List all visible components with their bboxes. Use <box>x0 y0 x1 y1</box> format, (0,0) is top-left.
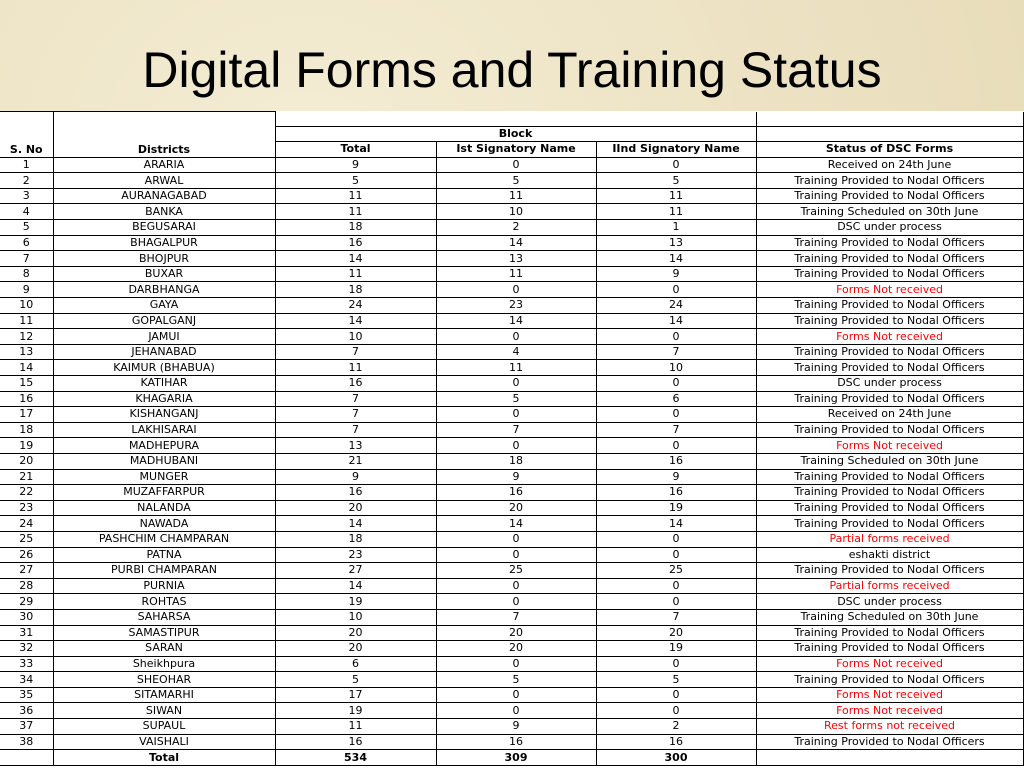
row-second-signatory: 6 <box>596 391 756 407</box>
table-row <box>0 344 1023 360</box>
row-total: 23 <box>275 547 436 563</box>
row-sno: 38 <box>0 734 53 750</box>
table-row <box>0 719 1023 735</box>
row-district: AURANAGABAD <box>53 188 275 204</box>
row-sno: 27 <box>0 563 53 579</box>
row-status: Training Provided to Nodal Officers <box>756 625 1023 641</box>
row-second-signatory: 5 <box>596 173 756 189</box>
block-header: Block <box>275 126 756 142</box>
row-total: 11 <box>275 204 436 220</box>
row-total: 5 <box>275 672 436 688</box>
row-first-signatory: 0 <box>436 438 596 454</box>
row-status: DSC under process <box>756 594 1023 610</box>
row-second-signatory: 11 <box>596 204 756 220</box>
row-district: SHEOHAR <box>53 672 275 688</box>
row-sno: 13 <box>0 344 53 360</box>
table-row <box>0 609 1023 625</box>
row-total: 19 <box>275 594 436 610</box>
row-total: 7 <box>275 344 436 360</box>
row-second-signatory: 0 <box>596 157 756 173</box>
row-status: Training Provided to Nodal Officers <box>756 422 1023 438</box>
page-title: Digital Forms and Training Status <box>142 42 882 98</box>
row-first-signatory: 23 <box>436 298 596 314</box>
row-sno: 23 <box>0 500 53 516</box>
row-sno: 25 <box>0 531 53 547</box>
row-district: NALANDA <box>53 500 275 516</box>
row-sno: 36 <box>0 703 53 719</box>
table-row <box>0 563 1023 579</box>
table-row <box>0 157 1023 173</box>
row-total: 16 <box>275 485 436 501</box>
row-first-signatory: 14 <box>436 516 596 532</box>
row-district: SARAN <box>53 641 275 657</box>
row-status: Training Provided to Nodal Officers <box>756 298 1023 314</box>
row-district: PURBI CHAMPARAN <box>53 563 275 579</box>
table-row <box>0 376 1023 392</box>
row-sno: 21 <box>0 469 53 485</box>
row-sno: 4 <box>0 204 53 220</box>
row-sno: 7 <box>0 251 53 267</box>
table-row <box>0 422 1023 438</box>
row-second-signatory: 19 <box>596 500 756 516</box>
row-second-signatory: 7 <box>596 609 756 625</box>
row-status: Forms Not received <box>756 703 1023 719</box>
table-row <box>0 204 1023 220</box>
row-district: SUPAUL <box>53 719 275 735</box>
row-sno: 26 <box>0 547 53 563</box>
row-status: Training Provided to Nodal Officers <box>756 360 1023 376</box>
row-total: 16 <box>275 376 436 392</box>
row-status: Forms Not received <box>756 329 1023 345</box>
row-total: 18 <box>275 282 436 298</box>
table-row <box>0 734 1023 750</box>
row-district: KISHANGANJ <box>53 407 275 423</box>
row-status: Training Provided to Nodal Officers <box>756 251 1023 267</box>
row-sno: 22 <box>0 485 53 501</box>
row-total: 11 <box>275 188 436 204</box>
row-total: 19 <box>275 703 436 719</box>
row-district: LAKHISARAI <box>53 422 275 438</box>
row-first-signatory: 20 <box>436 500 596 516</box>
row-total: 7 <box>275 407 436 423</box>
row-sno: 34 <box>0 672 53 688</box>
row-sno: 19 <box>0 438 53 454</box>
row-district: BHOJPUR <box>53 251 275 267</box>
row-status: Training Scheduled on 30th June <box>756 609 1023 625</box>
row-first-signatory: 9 <box>436 469 596 485</box>
row-first-signatory: 13 <box>436 251 596 267</box>
table-row <box>0 438 1023 454</box>
row-total: 11 <box>275 360 436 376</box>
row-second-signatory: 9 <box>596 266 756 282</box>
row-sno: 16 <box>0 391 53 407</box>
table-row <box>0 251 1023 267</box>
row-total: 24 <box>275 298 436 314</box>
row-status: DSC under process <box>756 220 1023 236</box>
row-status: Training Provided to Nodal Officers <box>756 469 1023 485</box>
row-second-signatory: 0 <box>596 438 756 454</box>
row-district: PURNIA <box>53 578 275 594</box>
table-row <box>0 500 1023 516</box>
row-district: MADHEPURA <box>53 438 275 454</box>
row-second-signatory: 11 <box>596 188 756 204</box>
row-first-signatory: 0 <box>436 329 596 345</box>
table-row <box>0 407 1023 423</box>
row-first-signatory: 0 <box>436 703 596 719</box>
row-district: Sheikhpura <box>53 656 275 672</box>
totals-second: 300 <box>596 750 756 766</box>
row-second-signatory: 25 <box>596 563 756 579</box>
table-row <box>0 672 1023 688</box>
row-first-signatory: 7 <box>436 609 596 625</box>
row-second-signatory: 19 <box>596 641 756 657</box>
table-row <box>0 687 1023 703</box>
table-row <box>0 266 1023 282</box>
row-sno: 29 <box>0 594 53 610</box>
row-status: Partial forms received <box>756 531 1023 547</box>
row-status: Training Provided to Nodal Officers <box>756 641 1023 657</box>
table-row <box>0 313 1023 329</box>
row-second-signatory: 14 <box>596 251 756 267</box>
sno-header-cell: S. No <box>0 112 53 158</box>
row-first-signatory: 4 <box>436 344 596 360</box>
row-status: Training Provided to Nodal Officers <box>756 344 1023 360</box>
row-second-signatory: 10 <box>596 360 756 376</box>
row-first-signatory: 0 <box>436 407 596 423</box>
row-first-signatory: 9 <box>436 719 596 735</box>
row-first-signatory: 2 <box>436 220 596 236</box>
status-header: Status of DSC Forms <box>756 142 1023 158</box>
row-first-signatory: 14 <box>436 235 596 251</box>
row-second-signatory: 2 <box>596 719 756 735</box>
table-row <box>0 453 1023 469</box>
table-row <box>0 641 1023 657</box>
row-district: DARBHANGA <box>53 282 275 298</box>
row-status: Training Provided to Nodal Officers <box>756 235 1023 251</box>
totals-first: 309 <box>436 750 596 766</box>
row-sno: 33 <box>0 656 53 672</box>
row-status: Received on 24th June <box>756 157 1023 173</box>
row-total: 11 <box>275 266 436 282</box>
row-total: 9 <box>275 469 436 485</box>
row-total: 14 <box>275 313 436 329</box>
row-first-signatory: 0 <box>436 282 596 298</box>
row-first-signatory: 0 <box>436 594 596 610</box>
row-status: Training Provided to Nodal Officers <box>756 734 1023 750</box>
row-sno: 20 <box>0 453 53 469</box>
table-row <box>0 531 1023 547</box>
row-status: Training Provided to Nodal Officers <box>756 313 1023 329</box>
districts-header-cell: Districts <box>53 112 275 158</box>
row-first-signatory: 14 <box>436 313 596 329</box>
row-sno: 12 <box>0 329 53 345</box>
table-row <box>0 703 1023 719</box>
row-sno: 1 <box>0 157 53 173</box>
second-signatory-header: IInd Signatory Name <box>596 142 756 158</box>
row-first-signatory: 7 <box>436 422 596 438</box>
row-second-signatory: 0 <box>596 282 756 298</box>
row-first-signatory: 0 <box>436 157 596 173</box>
row-second-signatory: 5 <box>596 672 756 688</box>
row-status: Training Provided to Nodal Officers <box>756 266 1023 282</box>
row-first-signatory: 0 <box>436 578 596 594</box>
row-status: Training Provided to Nodal Officers <box>756 188 1023 204</box>
table-row <box>0 547 1023 563</box>
row-sno: 28 <box>0 578 53 594</box>
row-second-signatory: 0 <box>596 703 756 719</box>
row-district: KHAGARIA <box>53 391 275 407</box>
row-sno: 11 <box>0 313 53 329</box>
row-district: MADHUBANI <box>53 453 275 469</box>
first-signatory-header: Ist Signatory Name <box>436 142 596 158</box>
row-status: Rest forms not received <box>756 719 1023 735</box>
row-first-signatory: 20 <box>436 641 596 657</box>
row-district: JEHANABAD <box>53 344 275 360</box>
row-total: 7 <box>275 422 436 438</box>
row-district: GAYA <box>53 298 275 314</box>
row-district: BANKA <box>53 204 275 220</box>
row-sno: 15 <box>0 376 53 392</box>
row-second-signatory: 0 <box>596 531 756 547</box>
table-row <box>0 594 1023 610</box>
row-total: 21 <box>275 453 436 469</box>
row-sno: 18 <box>0 422 53 438</box>
row-status: Training Scheduled on 30th June <box>756 204 1023 220</box>
row-second-signatory: 24 <box>596 298 756 314</box>
row-status: Training Provided to Nodal Officers <box>756 500 1023 516</box>
row-first-signatory: 0 <box>436 687 596 703</box>
row-district: GOPALGANJ <box>53 313 275 329</box>
row-total: 16 <box>275 734 436 750</box>
table-row <box>0 298 1023 314</box>
row-first-signatory: 0 <box>436 531 596 547</box>
row-district: VAISHALI <box>53 734 275 750</box>
row-total: 16 <box>275 235 436 251</box>
row-sno: 35 <box>0 687 53 703</box>
row-second-signatory: 16 <box>596 485 756 501</box>
row-first-signatory: 0 <box>436 547 596 563</box>
row-second-signatory: 14 <box>596 313 756 329</box>
totals-total: 534 <box>275 750 436 766</box>
row-first-signatory: 11 <box>436 266 596 282</box>
row-first-signatory: 11 <box>436 360 596 376</box>
row-total: 20 <box>275 500 436 516</box>
row-district: SITAMARHI <box>53 687 275 703</box>
status-table-sheet <box>0 111 1024 768</box>
totals-row <box>0 750 1023 766</box>
row-status: Training Provided to Nodal Officers <box>756 391 1023 407</box>
row-district: BUXAR <box>53 266 275 282</box>
row-total: 5 <box>275 173 436 189</box>
totals-label: Total <box>53 750 275 766</box>
row-district: KATIHAR <box>53 376 275 392</box>
row-second-signatory: 0 <box>596 547 756 563</box>
row-first-signatory: 10 <box>436 204 596 220</box>
row-status: Training Provided to Nodal Officers <box>756 516 1023 532</box>
row-status: Forms Not received <box>756 282 1023 298</box>
row-district: SAHARSA <box>53 609 275 625</box>
row-first-signatory: 11 <box>436 188 596 204</box>
row-second-signatory: 0 <box>596 578 756 594</box>
row-sno: 8 <box>0 266 53 282</box>
row-second-signatory: 0 <box>596 329 756 345</box>
row-first-signatory: 25 <box>436 563 596 579</box>
table-row <box>0 391 1023 407</box>
table-row <box>0 188 1023 204</box>
row-sno: 3 <box>0 188 53 204</box>
row-total: 18 <box>275 220 436 236</box>
row-sno: 17 <box>0 407 53 423</box>
row-status: Forms Not received <box>756 687 1023 703</box>
row-total: 6 <box>275 656 436 672</box>
row-status: Received on 24th June <box>756 407 1023 423</box>
row-status: Training Provided to Nodal Officers <box>756 672 1023 688</box>
row-status: Forms Not received <box>756 656 1023 672</box>
row-first-signatory: 5 <box>436 672 596 688</box>
row-total: 14 <box>275 516 436 532</box>
row-second-signatory: 0 <box>596 376 756 392</box>
row-status: Forms Not received <box>756 438 1023 454</box>
header-blank-row <box>0 112 1023 127</box>
row-status: Partial forms received <box>756 578 1023 594</box>
table-row <box>0 469 1023 485</box>
row-sno: 31 <box>0 625 53 641</box>
table-row <box>0 578 1023 594</box>
table-row <box>0 282 1023 298</box>
row-second-signatory: 16 <box>596 453 756 469</box>
row-total: 17 <box>275 687 436 703</box>
row-district: BEGUSARAI <box>53 220 275 236</box>
row-total: 11 <box>275 719 436 735</box>
row-second-signatory: 14 <box>596 516 756 532</box>
total-header: Total <box>275 142 436 158</box>
row-second-signatory: 1 <box>596 220 756 236</box>
row-status: Training Provided to Nodal Officers <box>756 563 1023 579</box>
row-district: ARWAL <box>53 173 275 189</box>
row-second-signatory: 0 <box>596 407 756 423</box>
row-second-signatory: 7 <box>596 422 756 438</box>
row-sno: 5 <box>0 220 53 236</box>
row-status: Training Provided to Nodal Officers <box>756 173 1023 189</box>
row-sno: 6 <box>0 235 53 251</box>
row-first-signatory: 0 <box>436 656 596 672</box>
table-row <box>0 485 1023 501</box>
row-total: 13 <box>275 438 436 454</box>
row-sno: 37 <box>0 719 53 735</box>
table-row <box>0 329 1023 345</box>
row-sno: 10 <box>0 298 53 314</box>
table-row <box>0 516 1023 532</box>
row-district: SAMASTIPUR <box>53 625 275 641</box>
row-district: ARARIA <box>53 157 275 173</box>
row-second-signatory: 13 <box>596 235 756 251</box>
row-sno: 9 <box>0 282 53 298</box>
row-total: 14 <box>275 578 436 594</box>
row-district: ROHTAS <box>53 594 275 610</box>
row-first-signatory: 5 <box>436 391 596 407</box>
row-sno: 30 <box>0 609 53 625</box>
row-total: 20 <box>275 625 436 641</box>
dsc-status-table <box>0 111 1024 766</box>
row-district: NAWADA <box>53 516 275 532</box>
row-district: JAMUI <box>53 329 275 345</box>
row-second-signatory: 0 <box>596 594 756 610</box>
row-status: Training Scheduled on 30th June <box>756 453 1023 469</box>
row-status: DSC under process <box>756 376 1023 392</box>
row-first-signatory: 16 <box>436 485 596 501</box>
row-sno: 14 <box>0 360 53 376</box>
row-second-signatory: 20 <box>596 625 756 641</box>
row-status: Training Provided to Nodal Officers <box>756 485 1023 501</box>
row-district: KAIMUR (BHABUA) <box>53 360 275 376</box>
row-sno: 24 <box>0 516 53 532</box>
row-first-signatory: 5 <box>436 173 596 189</box>
row-second-signatory: 0 <box>596 656 756 672</box>
table-row <box>0 220 1023 236</box>
row-district: MUNGER <box>53 469 275 485</box>
row-total: 27 <box>275 563 436 579</box>
table-row <box>0 360 1023 376</box>
table-row <box>0 173 1023 189</box>
row-district: BHAGALPUR <box>53 235 275 251</box>
table-row <box>0 625 1023 641</box>
table-row <box>0 235 1023 251</box>
row-district: PASHCHIM CHAMPARAN <box>53 531 275 547</box>
row-total: 18 <box>275 531 436 547</box>
row-second-signatory: 16 <box>596 734 756 750</box>
row-total: 10 <box>275 609 436 625</box>
row-second-signatory: 0 <box>596 687 756 703</box>
row-district: PATNA <box>53 547 275 563</box>
row-first-signatory: 16 <box>436 734 596 750</box>
row-total: 9 <box>275 157 436 173</box>
row-total: 14 <box>275 251 436 267</box>
table-row <box>0 656 1023 672</box>
row-first-signatory: 0 <box>436 376 596 392</box>
row-first-signatory: 18 <box>436 453 596 469</box>
row-district: MUZAFFARPUR <box>53 485 275 501</box>
row-district: SIWAN <box>53 703 275 719</box>
row-total: 10 <box>275 329 436 345</box>
row-total: 7 <box>275 391 436 407</box>
row-second-signatory: 9 <box>596 469 756 485</box>
row-sno: 32 <box>0 641 53 657</box>
row-first-signatory: 20 <box>436 625 596 641</box>
row-total: 20 <box>275 641 436 657</box>
row-sno: 2 <box>0 173 53 189</box>
row-status: eshakti district <box>756 547 1023 563</box>
row-second-signatory: 7 <box>596 344 756 360</box>
